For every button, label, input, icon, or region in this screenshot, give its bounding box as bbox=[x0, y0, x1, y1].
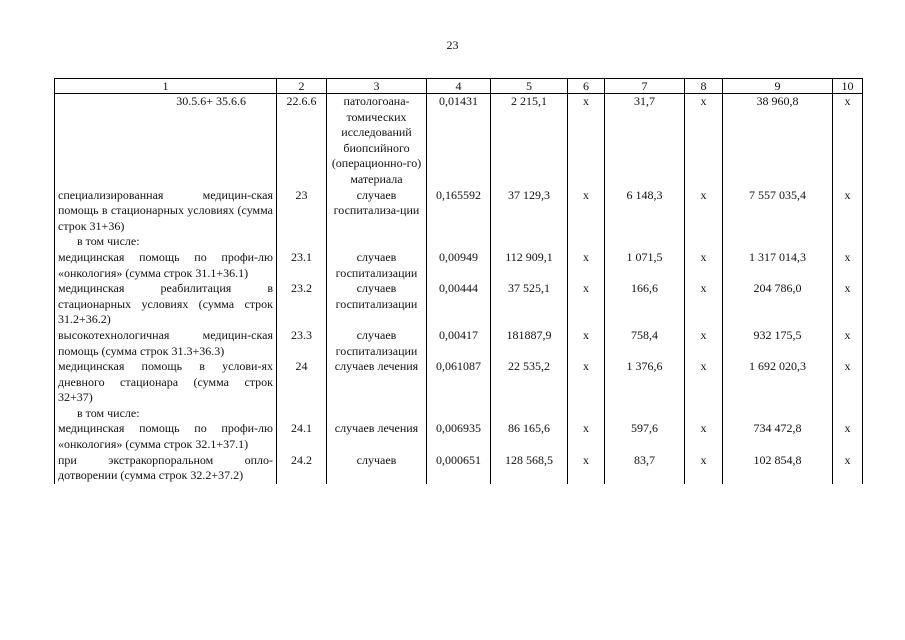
cell-col4: 0,061087 bbox=[427, 359, 491, 406]
cell-col5: 86 165,6 bbox=[491, 421, 568, 452]
cell-col6: х bbox=[568, 94, 605, 188]
cell-col7: 83,7 bbox=[605, 453, 685, 484]
header-row bbox=[55, 79, 863, 94]
cell-col9: 1 317 014,3 bbox=[723, 250, 833, 281]
cell-col6: х bbox=[568, 188, 605, 235]
table-row bbox=[55, 234, 863, 250]
cell-col6: х bbox=[568, 421, 605, 452]
row-name: высокотехнологичная медицин-ская помощь (сумма строк 31.3+36.3) bbox=[55, 328, 277, 359]
cell-col5 bbox=[491, 234, 568, 250]
cell-col4: 0,006935 bbox=[427, 421, 491, 452]
cell-col9: 204 786,0 bbox=[723, 281, 833, 328]
cell-col10: х bbox=[833, 250, 863, 281]
cell-col4: 0,00417 bbox=[427, 328, 491, 359]
column-header: 1 bbox=[55, 79, 277, 94]
cell-col8: х bbox=[685, 359, 723, 406]
table-row bbox=[55, 421, 863, 452]
cell-col9: 1 692 020,3 bbox=[723, 359, 833, 406]
column-header: 5 bbox=[491, 79, 568, 94]
cell-col6: х bbox=[568, 328, 605, 359]
cell-col4: 0,00949 bbox=[427, 250, 491, 281]
column-header: 8 bbox=[685, 79, 723, 94]
cell-col7 bbox=[605, 406, 685, 422]
row-name: медицинская помощь по профи-лю «онкология» (сумма строк 31.1+36.1) bbox=[55, 250, 277, 281]
row-name: специализированная медицин-ская помощь в стационарных условиях (сумма строк 31+36) bbox=[55, 188, 277, 235]
cell-col9: 932 175,5 bbox=[723, 328, 833, 359]
table-row bbox=[55, 453, 863, 484]
table-row bbox=[55, 359, 863, 406]
table-row bbox=[55, 328, 863, 359]
row-code: 24.2 bbox=[277, 453, 327, 484]
cell-col10: х bbox=[833, 453, 863, 484]
column-header: 10 bbox=[833, 79, 863, 94]
row-code: 23.3 bbox=[277, 328, 327, 359]
row-unit: случаев лечения bbox=[327, 359, 427, 406]
cell-col9 bbox=[723, 234, 833, 250]
cell-col10: х bbox=[833, 94, 863, 188]
row-name: 30.5.6+ 35.6.6 bbox=[55, 94, 277, 188]
row-unit: случаев госпитализа-ции bbox=[327, 188, 427, 235]
cell-col5: 37 129,3 bbox=[491, 188, 568, 235]
column-header: 2 bbox=[277, 79, 327, 94]
cell-col5: 2 215,1 bbox=[491, 94, 568, 188]
cell-col5 bbox=[491, 406, 568, 422]
cell-col9: 734 472,8 bbox=[723, 421, 833, 452]
cell-col6 bbox=[568, 406, 605, 422]
row-code: 23.2 bbox=[277, 281, 327, 328]
cell-col6 bbox=[568, 234, 605, 250]
column-header: 7 bbox=[605, 79, 685, 94]
column-header: 4 bbox=[427, 79, 491, 94]
cell-col5: 37 525,1 bbox=[491, 281, 568, 328]
cell-col10: х bbox=[833, 188, 863, 235]
table-row bbox=[55, 281, 863, 328]
row-name: медицинская помощь по профи-лю «онкология» (сумма строк 32.1+37.1) bbox=[55, 421, 277, 452]
cell-col8 bbox=[685, 406, 723, 422]
cell-col10: х bbox=[833, 421, 863, 452]
cell-col6: х bbox=[568, 281, 605, 328]
page-number: 23 bbox=[446, 38, 459, 52]
cell-col7: 6 148,3 bbox=[605, 188, 685, 235]
row-name: медицинская помощь в услови-ях дневного стационара (сумма строк 32+37) bbox=[55, 359, 277, 406]
cell-col9: 102 854,8 bbox=[723, 453, 833, 484]
row-unit: патологоана-томических исследований биопсийного (операционно-го) материала bbox=[327, 94, 427, 188]
cell-col8 bbox=[685, 234, 723, 250]
column-header: 6 bbox=[568, 79, 605, 94]
cell-col9 bbox=[723, 406, 833, 422]
cell-col4: 0,01431 bbox=[427, 94, 491, 188]
table-row bbox=[55, 250, 863, 281]
cell-col5: 181887,9 bbox=[491, 328, 568, 359]
cell-col8: х bbox=[685, 453, 723, 484]
cell-col7: 1 376,6 bbox=[605, 359, 685, 406]
cell-col6: х bbox=[568, 359, 605, 406]
cell-col8: х bbox=[685, 188, 723, 235]
data-table bbox=[54, 78, 863, 484]
row-code: 24 bbox=[277, 359, 327, 406]
row-unit bbox=[327, 406, 427, 422]
cell-col7: 597,6 bbox=[605, 421, 685, 452]
column-header: 3 bbox=[327, 79, 427, 94]
cell-col5: 112 909,1 bbox=[491, 250, 568, 281]
column-header: 9 bbox=[723, 79, 833, 94]
table-row bbox=[55, 406, 863, 422]
row-unit: случаев лечения bbox=[327, 421, 427, 452]
cell-col10 bbox=[833, 234, 863, 250]
cell-col8: х bbox=[685, 250, 723, 281]
cell-col8: х bbox=[685, 421, 723, 452]
cell-col10: х bbox=[833, 281, 863, 328]
row-unit: случаев госпитализации bbox=[327, 281, 427, 328]
cell-col8: х bbox=[685, 94, 723, 188]
row-code: 23.1 bbox=[277, 250, 327, 281]
row-unit: случаев госпитализации bbox=[327, 328, 427, 359]
row-name: в том числе: bbox=[55, 406, 277, 422]
cell-col4: 0,165592 bbox=[427, 188, 491, 235]
cell-col8: х bbox=[685, 328, 723, 359]
cell-col7 bbox=[605, 234, 685, 250]
row-unit bbox=[327, 234, 427, 250]
row-name: при экстракорпоральном опло-дотворении (сумма строк 32.2+37.2) bbox=[55, 453, 277, 484]
row-unit: случаев bbox=[327, 453, 427, 484]
row-code bbox=[277, 406, 327, 422]
cell-col5: 128 568,5 bbox=[491, 453, 568, 484]
row-code: 22.6.6 bbox=[277, 94, 327, 188]
row-code: 23 bbox=[277, 188, 327, 235]
cell-col7: 758,4 bbox=[605, 328, 685, 359]
cell-col9: 38 960,8 bbox=[723, 94, 833, 188]
cell-col10: х bbox=[833, 328, 863, 359]
cell-col6: х bbox=[568, 250, 605, 281]
cell-col7: 31,7 bbox=[605, 94, 685, 188]
cell-col10: х bbox=[833, 359, 863, 406]
cell-col4: 0,000651 bbox=[427, 453, 491, 484]
cell-col8: х bbox=[685, 281, 723, 328]
row-name: медицинская реабилитация в стационарных условиях (сумма строк 31.2+36.2) bbox=[55, 281, 277, 328]
cell-col4 bbox=[427, 406, 491, 422]
cell-col6: х bbox=[568, 453, 605, 484]
cell-col7: 166,6 bbox=[605, 281, 685, 328]
row-name: в том числе: bbox=[55, 234, 277, 250]
cell-col4: 0,00444 bbox=[427, 281, 491, 328]
cell-col9: 7 557 035,4 bbox=[723, 188, 833, 235]
cell-col4 bbox=[427, 234, 491, 250]
table-row bbox=[55, 94, 863, 188]
cell-col5: 22 535,2 bbox=[491, 359, 568, 406]
row-unit: случаев госпитализации bbox=[327, 250, 427, 281]
cell-col10 bbox=[833, 406, 863, 422]
table-row bbox=[55, 188, 863, 235]
cell-col7: 1 071,5 bbox=[605, 250, 685, 281]
row-code bbox=[277, 234, 327, 250]
row-code: 24.1 bbox=[277, 421, 327, 452]
